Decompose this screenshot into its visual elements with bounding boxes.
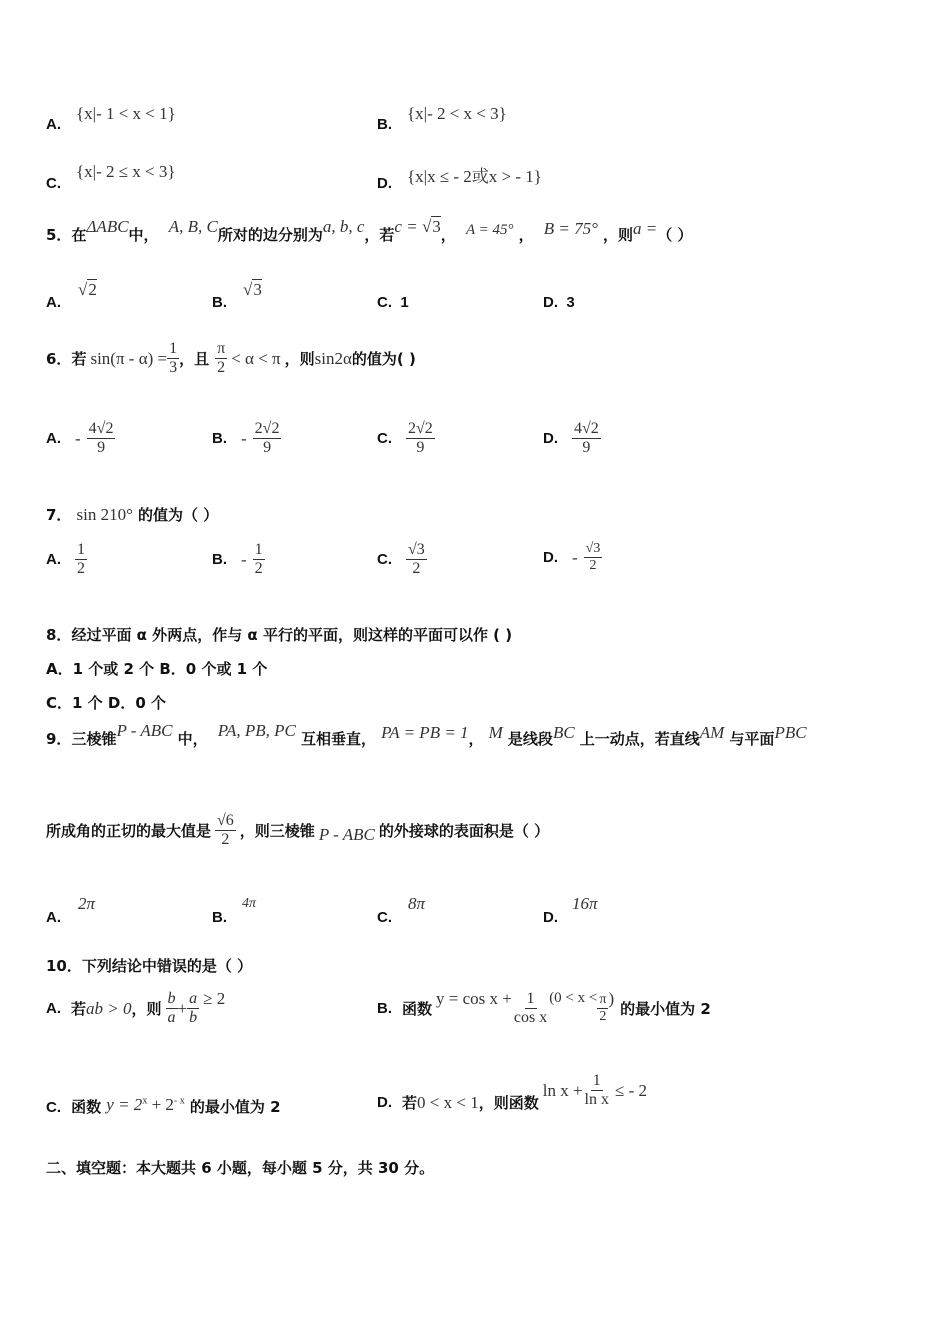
q10-option-d-frac-den: ln x bbox=[584, 1091, 609, 1109]
q6-text: ，则 bbox=[284, 350, 315, 369]
q6-math-range: < α < π bbox=[231, 348, 281, 368]
q7-option-b-num: 1 bbox=[253, 541, 265, 560]
q6-option-a-label: A. bbox=[46, 430, 61, 448]
q4-option-c-label: C. bbox=[46, 175, 61, 192]
q10-option-d-math-ln: ln x + bbox=[542, 1080, 583, 1100]
q5-option-a-math: √2 bbox=[78, 280, 97, 299]
q9-math-m: M bbox=[488, 723, 503, 742]
q9-text: 三棱锥 bbox=[71, 730, 117, 748]
q6-number: 6． bbox=[46, 350, 72, 369]
q5-option-b-math: √3 bbox=[243, 280, 262, 299]
q10-option-a-plus: + bbox=[177, 998, 188, 1018]
q6-option-d bbox=[543, 420, 601, 458]
q6-option-c-label: C. bbox=[377, 430, 392, 448]
q7-text: 的值为（ ） bbox=[138, 506, 219, 524]
q5-option-c bbox=[377, 294, 409, 311]
q9-frac-num: √6 bbox=[215, 812, 236, 831]
q4-option-b-label: B. bbox=[377, 116, 392, 133]
q6-option-b-num: 2√2 bbox=[253, 420, 282, 439]
q9-option-b-label: B. bbox=[212, 909, 227, 926]
q5-text: 所对的边分别为 bbox=[217, 226, 323, 244]
q10-option-a-text: 若 bbox=[71, 1000, 87, 1019]
q5-math-triangle: ΔABC bbox=[86, 217, 129, 236]
q5-option-b-radicand: 3 bbox=[253, 280, 262, 299]
q9-option-a-label: A. bbox=[46, 909, 61, 926]
q7-option-c-den: 2 bbox=[412, 560, 421, 578]
q9-number: 9． bbox=[46, 730, 72, 748]
q4-option-d-math: {x|x ≤ - 2或x > - 1} bbox=[407, 167, 542, 186]
q9-math-pa-pb: PA = PB = 1 bbox=[381, 723, 469, 742]
q7-option-a-label: A. bbox=[46, 551, 61, 569]
q10-option-a bbox=[46, 990, 225, 1028]
q10-option-a-math-ab: ab > 0 bbox=[86, 998, 132, 1018]
q7-option-b-label: B. bbox=[212, 551, 227, 569]
q6-fraction-pi-2 bbox=[215, 340, 227, 378]
q9-math-edges: PA, PB, PC bbox=[217, 721, 296, 740]
q5-text: 在 bbox=[71, 226, 87, 244]
q6-option-d-label: D. bbox=[543, 430, 558, 448]
q5-text: ，若 bbox=[364, 226, 395, 244]
q10-option-b-label: B. bbox=[377, 1000, 392, 1018]
q10-option-c-text: 函数 bbox=[71, 1098, 102, 1116]
q7-option-d bbox=[543, 541, 602, 574]
q10-option-a-frac-num: a bbox=[187, 990, 199, 1009]
q6-option-b-sign: - bbox=[241, 428, 247, 448]
q5-math-angle-a: A = 45° bbox=[465, 222, 514, 238]
q7-option-b-den: 2 bbox=[254, 560, 263, 578]
q7-option-c-num: √3 bbox=[406, 541, 427, 560]
q9-option-b-math: 4π bbox=[242, 896, 257, 911]
q9-option-d-label: D. bbox=[543, 909, 558, 926]
q10-option-a-label: A. bbox=[46, 1000, 61, 1018]
q5-option-d bbox=[543, 294, 575, 311]
q5-option-c-value: 1 bbox=[400, 294, 409, 311]
q6-option-b-label: B. bbox=[212, 430, 227, 448]
q7-option-d-den: 2 bbox=[589, 558, 597, 574]
q6-frac-num: π bbox=[215, 340, 227, 359]
q9-stem-line1 bbox=[46, 721, 807, 749]
q9-text: 上一动点，若直线 bbox=[579, 730, 700, 748]
q10-option-c-exp: - x bbox=[173, 1095, 185, 1107]
q6-option-b bbox=[212, 420, 281, 458]
q9-math-pyramid: P - ABC bbox=[116, 721, 173, 740]
q5-math-sides: a, b, c bbox=[322, 217, 365, 236]
q7-stem bbox=[46, 504, 218, 525]
q5-math-angle-b: B = 75° bbox=[543, 219, 598, 238]
q10-option-b-frac-num: 1 bbox=[525, 990, 537, 1009]
q6-option-d-den: 9 bbox=[582, 439, 591, 457]
q10-option-d-math-range: 0 < x < 1 bbox=[417, 1092, 479, 1112]
q7-option-c-label: C. bbox=[377, 551, 392, 569]
q5-option-d-value: 3 bbox=[566, 294, 575, 311]
q10-option-c-label: C. bbox=[46, 1099, 61, 1116]
q6-math-sin2a: sin2α bbox=[314, 348, 352, 368]
q4-option-a-label: A. bbox=[46, 116, 61, 133]
q10-option-b bbox=[377, 990, 711, 1028]
q9-text: 中， bbox=[177, 730, 208, 748]
q10-option-a-frac-den: b bbox=[189, 1009, 198, 1027]
q6-option-b-den: 9 bbox=[263, 439, 272, 457]
q10-option-c-math: + 2 bbox=[147, 1095, 174, 1114]
q10-option-d-math-le: ≤ - 2 bbox=[614, 1080, 647, 1100]
q9-math-bc: BC bbox=[552, 723, 575, 742]
q10-option-d-label: D. bbox=[377, 1094, 392, 1112]
q4-option-d-label: D. bbox=[377, 175, 392, 192]
q5-stem: 5．在ΔABC中， A, B, C所对的边分别为a, b, c，若c = √3， A = 45° ， B = 75° ，则a =（ ） bbox=[46, 217, 693, 244]
q5-math-c: c = bbox=[394, 217, 422, 236]
q6-frac-den: 2 bbox=[217, 359, 226, 377]
q5-option-d-label: D. bbox=[543, 294, 558, 311]
q7-math-sin210: sin 210° bbox=[76, 505, 133, 524]
q4-option-b-math: {x|- 2 < x < 3} bbox=[407, 104, 507, 123]
q9-option-a-math: 2π bbox=[78, 894, 96, 913]
q10-option-b-math-close: ) bbox=[608, 988, 615, 1008]
q10-option-c-text: 的最小值为 2 bbox=[189, 1098, 281, 1116]
q10-option-a-frac-den: a bbox=[167, 1009, 176, 1027]
q10-option-b-frac-den: cos x bbox=[513, 1009, 548, 1027]
q6-option-a-num: 4√2 bbox=[87, 420, 116, 439]
q10-option-c-exp: x bbox=[142, 1095, 148, 1107]
q7-option-b bbox=[212, 541, 265, 579]
q6-frac-den: 3 bbox=[169, 359, 178, 377]
q9-math-pbc: PBC bbox=[774, 723, 807, 742]
q6-option-a bbox=[46, 420, 115, 458]
q6-option-a-den: 9 bbox=[97, 439, 106, 457]
q10-option-c-math: y = 2 bbox=[106, 1095, 143, 1114]
q4-option-a-math: {x|- 1 < x < 1} bbox=[76, 104, 176, 123]
q8-text: 经过平面 α 外两点，作与 α 平行的平面，则这样的平面可以作 ( ) bbox=[71, 626, 513, 644]
q7-option-d-sign: - bbox=[572, 547, 578, 567]
q4-option-c-math: {x|- 2 ≤ x < 3} bbox=[76, 162, 176, 181]
q9-text: 的外接球的表面积是（ ） bbox=[378, 822, 550, 841]
q10-option-d-text: ，则函数 bbox=[478, 1094, 539, 1113]
q5-math-angles: A, B, C bbox=[168, 217, 218, 236]
q8-stem bbox=[46, 624, 512, 645]
q7-option-c bbox=[377, 541, 427, 579]
q5-option-a-label: A. bbox=[46, 294, 61, 311]
q7-option-b-sign: - bbox=[241, 549, 247, 569]
q6-stem bbox=[46, 340, 416, 378]
q5-number: 5． bbox=[46, 226, 72, 244]
q5-text: 中， bbox=[128, 226, 159, 244]
q9-text: 所成角的正切的最大值是 bbox=[46, 822, 212, 841]
q6-option-d-num: 4√2 bbox=[572, 420, 601, 439]
q8-options-ab: A．1 个或 2 个 B．0 个或 1 个 bbox=[46, 660, 268, 678]
q10-option-b-text: 的最小值为 2 bbox=[620, 1000, 711, 1019]
q8-number: 8． bbox=[46, 626, 72, 644]
q6-math-sin: sin(π - α) = bbox=[90, 348, 168, 368]
q5-text: （ ） bbox=[657, 226, 693, 244]
q6-option-a-sign: - bbox=[75, 428, 81, 448]
q10-option-c bbox=[46, 1096, 281, 1117]
q9-text: 互相垂直， bbox=[300, 730, 376, 748]
q5-text: ， bbox=[440, 226, 456, 244]
q10-option-a-frac-num: b bbox=[166, 990, 178, 1009]
q9-option-c-label: C. bbox=[377, 909, 392, 926]
q6-option-c-num: 2√2 bbox=[406, 420, 435, 439]
q9-text: ， bbox=[468, 730, 484, 748]
q7-option-d-num: √3 bbox=[584, 541, 603, 558]
q10-option-d bbox=[377, 1072, 647, 1113]
q9-text: ，则三棱锥 bbox=[239, 822, 315, 841]
q10-stem bbox=[46, 955, 252, 976]
q10-text: 下列结论中错误的是（ ） bbox=[81, 957, 253, 975]
q10-option-b-frac-num: π bbox=[597, 992, 608, 1009]
q10-option-b-math-y: y = cos x + bbox=[436, 988, 512, 1008]
q5-text: ， bbox=[518, 226, 534, 244]
q9-stem-line2 bbox=[46, 812, 549, 850]
q6-option-c-den: 9 bbox=[416, 439, 425, 457]
q5-option-b-label: B. bbox=[212, 294, 227, 311]
q6-frac-num: 1 bbox=[167, 340, 179, 359]
q10-option-d-frac-num: 1 bbox=[591, 1072, 603, 1091]
q6-text: 若 bbox=[71, 350, 87, 369]
q6-text: 的值为( ) bbox=[351, 350, 416, 369]
q5-option-c-label: C. bbox=[377, 294, 392, 311]
q9-text: 是线段 bbox=[507, 730, 553, 748]
q5-text: ，则 bbox=[603, 226, 634, 244]
q6-text: ，且 bbox=[179, 350, 210, 369]
q5-option-a-radicand: 2 bbox=[88, 280, 97, 299]
q9-text: 与平面 bbox=[729, 730, 775, 748]
q9-math-pyramid: P - ABC bbox=[318, 824, 375, 844]
q10-option-b-frac-den: 2 bbox=[599, 1009, 607, 1025]
q10-option-a-math-ge2: ≥ 2 bbox=[203, 988, 226, 1008]
q7-option-d-label: D. bbox=[543, 549, 558, 567]
q9-option-c-math: 8π bbox=[408, 894, 426, 913]
q6-fraction-1-3 bbox=[167, 340, 179, 378]
q8-options-cd: C．1 个 D．0 个 bbox=[46, 694, 167, 712]
q10-number: 10． bbox=[46, 957, 82, 975]
q10-option-b-math-range: (0 < x < bbox=[549, 990, 598, 1007]
q9-option-d-math: 16π bbox=[572, 894, 598, 913]
q6-option-c bbox=[377, 420, 435, 458]
q9-fraction bbox=[215, 812, 236, 850]
q10-option-b-text: 函数 bbox=[402, 1000, 433, 1019]
q9-frac-den: 2 bbox=[221, 831, 230, 849]
q9-math-am: AM bbox=[699, 723, 725, 742]
q7-option-a-den: 2 bbox=[77, 560, 85, 578]
q10-option-d-text: 若 bbox=[402, 1094, 418, 1113]
q5-math-c-radicand: 3 bbox=[432, 217, 441, 236]
q10-option-a-text: ，则 bbox=[131, 1000, 162, 1019]
q7-option-a bbox=[46, 541, 87, 579]
q7-option-a-num: 1 bbox=[75, 541, 87, 560]
section-2-title: 二、填空题：本大题共 6 小题，每小题 5 分，共 30 分。 bbox=[46, 1159, 435, 1177]
q7-number: 7． bbox=[46, 506, 72, 524]
q5-math-a: a = bbox=[633, 219, 658, 238]
